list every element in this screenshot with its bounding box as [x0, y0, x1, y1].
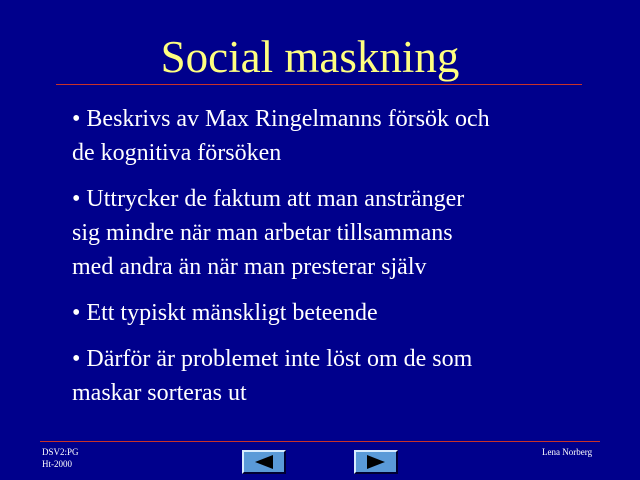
bullet-text: Uttrycker de faktum att man anstränger sig mindre när man arbetar tillsammans med andra än när man presterar själv — [72, 186, 465, 280]
bullet-text: Ett typiskt mänskligt beteende — [86, 300, 378, 326]
next-slide-button[interactable] — [354, 450, 398, 474]
triangle-right-icon — [356, 452, 396, 472]
bullet-item — [72, 296, 612, 330]
bullet-item — [72, 342, 612, 410]
previous-slide-button[interactable] — [242, 450, 286, 474]
footer-term: Ht-2000 — [42, 459, 72, 469]
footer-course-code: DSV2:PG — [42, 447, 79, 457]
bullet-symbol: • — [72, 106, 81, 132]
bullet-symbol: • — [72, 346, 81, 372]
bullet-text: Beskrivs av Max Ringelmanns försök och de kognitiva försöken — [72, 106, 490, 166]
bullet-item — [72, 102, 612, 170]
footer-divider — [40, 441, 600, 442]
bullet-text: Därför är problemet inte löst om de som maskar sorteras ut — [72, 346, 473, 406]
footer-course-info — [42, 446, 79, 470]
triangle-left-icon — [244, 452, 284, 472]
title-divider — [56, 84, 582, 85]
footer-author: Lena Norberg — [542, 447, 593, 457]
bullet-symbol: • — [72, 186, 81, 212]
bullet-symbol: • — [72, 300, 81, 326]
slide-title: Social maskning — [160, 32, 460, 82]
bullet-item — [72, 182, 612, 284]
bullet-list — [72, 102, 612, 410]
